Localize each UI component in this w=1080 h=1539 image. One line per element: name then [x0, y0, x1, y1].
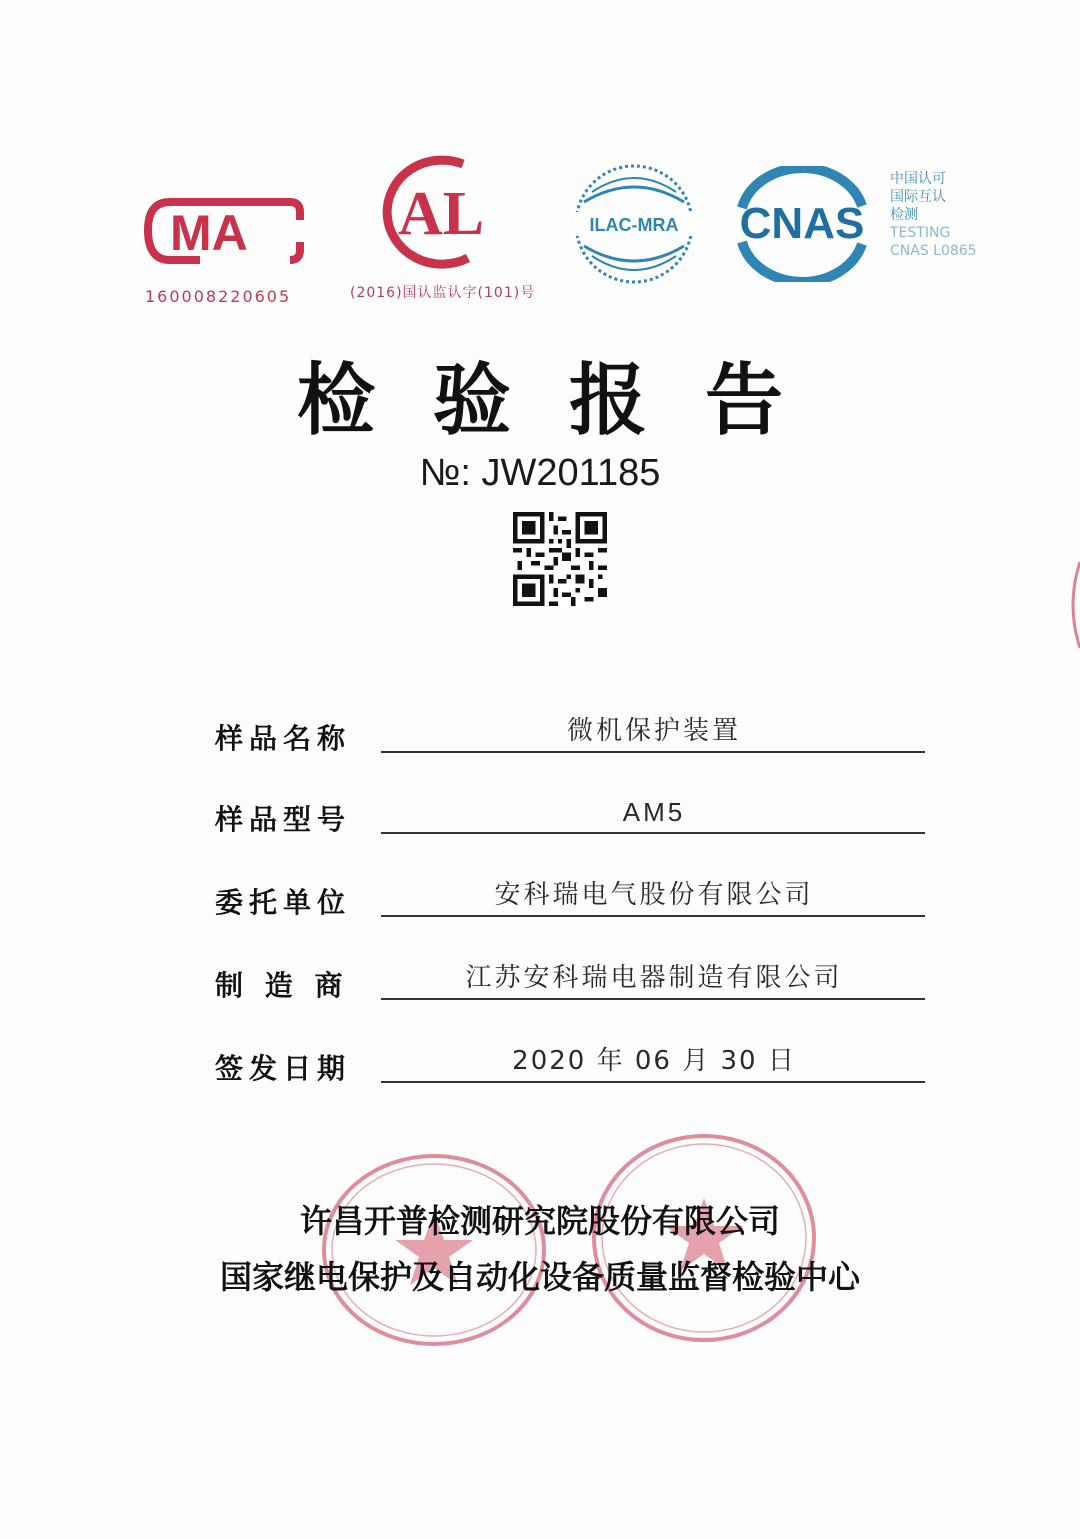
- field-label: 样品名称: [215, 722, 352, 755]
- cma-logo: [140, 190, 310, 280]
- underline: [381, 832, 925, 834]
- underline: [381, 915, 925, 917]
- field-value: 江苏安科瑞电器制造有限公司: [465, 963, 843, 993]
- cal-caption: (2016)国认监认字(101)号: [350, 285, 536, 301]
- report-number-value: JW201185: [481, 452, 661, 494]
- report-title: 检验报告: [296, 356, 841, 446]
- cma-number: 160008220605: [145, 287, 292, 306]
- field-value: 2020 年 06 月 30 日: [512, 1046, 796, 1076]
- ilac-mra-logo: [566, 162, 702, 286]
- report-number: [0, 452, 1080, 495]
- underline: [381, 751, 925, 753]
- field-label: 签发日期: [215, 1052, 352, 1085]
- field-issue-date: [215, 1027, 925, 1087]
- field-sample-model: [215, 778, 925, 838]
- field-value: AM5: [622, 797, 686, 827]
- issuer-name: 许昌开普检测研究院股份有限公司: [299, 1202, 780, 1240]
- field-sample-name: [215, 697, 925, 757]
- field-label: 样品型号: [215, 803, 352, 836]
- svg-text:AL: AL: [398, 180, 485, 248]
- underline: [381, 1081, 925, 1083]
- cnas-cn-line-1: 中国认可: [890, 171, 946, 187]
- svg-text:ILAC-MRA: ILAC-MRA: [589, 215, 679, 235]
- cnas-logo: [722, 166, 882, 282]
- field-label: 制 造 商: [215, 969, 349, 1002]
- issuer-center: 国家继电保护及自动化设备质量监督检验中心: [219, 1258, 860, 1296]
- seal-edge-stamp: [1066, 560, 1080, 654]
- cnas-accreditation-text: [890, 170, 977, 260]
- field-client: [215, 861, 925, 921]
- qr-code: [513, 512, 607, 606]
- cal-logo: [368, 150, 508, 270]
- field-manufacturer: [215, 944, 925, 1004]
- cnas-cn-line-2: 国际互认: [890, 189, 946, 205]
- svg-text:MA: MA: [170, 205, 248, 261]
- cnas-en-line-1: TESTING: [890, 225, 951, 241]
- cnas-cn-line-3: 检测: [890, 207, 918, 223]
- field-value: 安科瑞电气股份有限公司: [494, 880, 814, 910]
- report-number-prefix: №:: [419, 452, 471, 494]
- field-value: 微机保护装置: [566, 716, 741, 746]
- cnas-en-line-2: CNAS L0865: [890, 243, 977, 259]
- svg-text:CNAS: CNAS: [739, 199, 865, 248]
- underline: [381, 998, 925, 1000]
- field-label: 委托单位: [215, 886, 352, 919]
